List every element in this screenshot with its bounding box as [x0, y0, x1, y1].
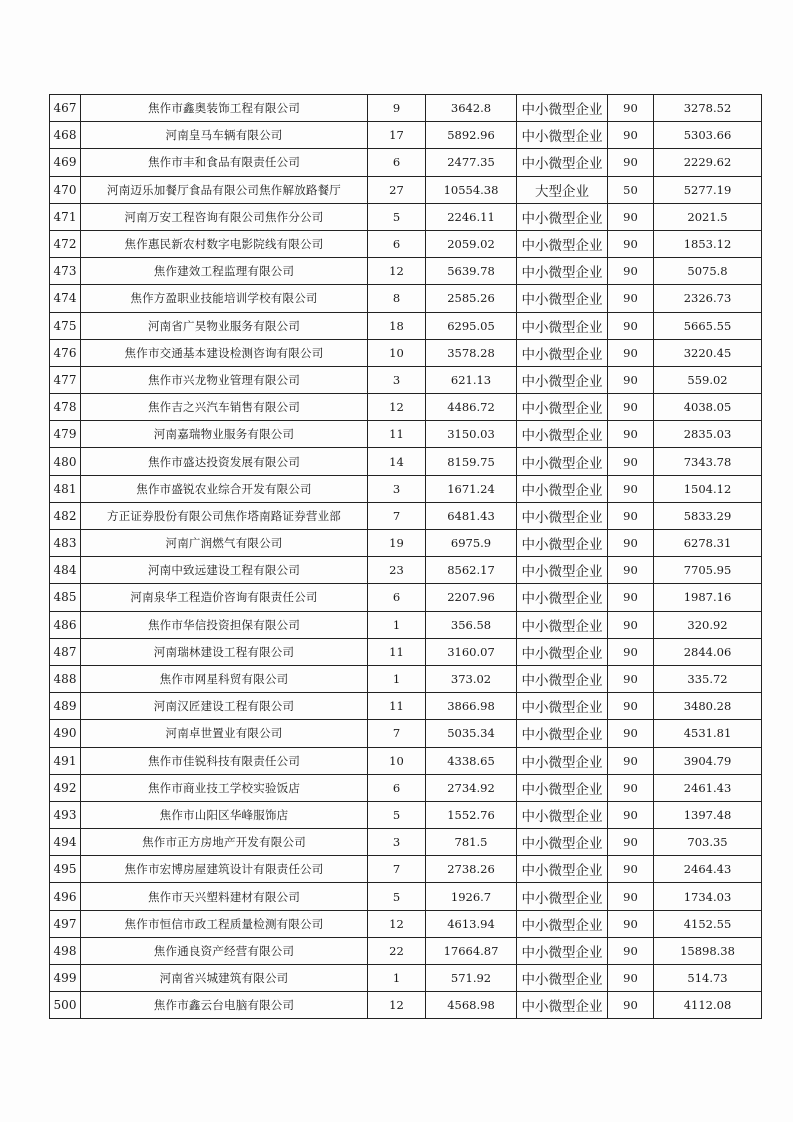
cell-employees: 22 — [368, 937, 426, 964]
cell-refund-rate: 90 — [608, 557, 654, 584]
cell-refund-rate: 90 — [608, 965, 654, 992]
company-table — [49, 94, 762, 1019]
cell-company-name: 焦作市佳锐科技有限责任公司 — [81, 747, 368, 774]
cell-company-name: 焦作市商业技工学校实验饭店 — [81, 774, 368, 801]
cell-row-number: 472 — [50, 230, 81, 257]
cell-refund-amount: 703.35 — [654, 829, 762, 856]
table-row — [50, 584, 762, 611]
cell-employees: 23 — [368, 557, 426, 584]
cell-refund-amount: 4152.55 — [654, 910, 762, 937]
cell-refund-rate: 90 — [608, 366, 654, 393]
cell-refund-rate: 90 — [608, 203, 654, 230]
cell-refund-amount: 1397.48 — [654, 801, 762, 828]
cell-contribution-amount: 4486.72 — [426, 394, 517, 421]
cell-enterprise-type: 中小微型企业 — [517, 394, 608, 421]
cell-contribution-amount: 781.5 — [426, 829, 517, 856]
table-row — [50, 638, 762, 665]
cell-enterprise-type: 中小微型企业 — [517, 801, 608, 828]
cell-company-name: 河南广润燃气有限公司 — [81, 530, 368, 557]
cell-refund-rate: 90 — [608, 475, 654, 502]
cell-row-number: 492 — [50, 774, 81, 801]
cell-company-name: 河南卓世置业有限公司 — [81, 720, 368, 747]
cell-row-number: 488 — [50, 665, 81, 692]
table-row — [50, 611, 762, 638]
cell-refund-amount: 2464.43 — [654, 856, 762, 883]
cell-refund-amount: 3220.45 — [654, 339, 762, 366]
cell-refund-rate: 90 — [608, 856, 654, 883]
cell-refund-rate: 90 — [608, 339, 654, 366]
cell-enterprise-type: 中小微型企业 — [517, 122, 608, 149]
cell-company-name: 焦作市正方房地产开发有限公司 — [81, 829, 368, 856]
cell-row-number: 486 — [50, 611, 81, 638]
cell-refund-amount: 4038.05 — [654, 394, 762, 421]
cell-enterprise-type: 中小微型企业 — [517, 829, 608, 856]
cell-company-name: 焦作市鑫奥装饰工程有限公司 — [81, 95, 368, 122]
cell-refund-rate: 50 — [608, 176, 654, 203]
cell-employees: 3 — [368, 366, 426, 393]
cell-row-number: 474 — [50, 285, 81, 312]
table-row — [50, 856, 762, 883]
cell-refund-amount: 4531.81 — [654, 720, 762, 747]
cell-employees: 1 — [368, 665, 426, 692]
cell-enterprise-type: 中小微型企业 — [517, 937, 608, 964]
cell-company-name: 焦作市丰和食品有限责任公司 — [81, 149, 368, 176]
table-row — [50, 366, 762, 393]
cell-employees: 5 — [368, 801, 426, 828]
cell-row-number: 485 — [50, 584, 81, 611]
cell-contribution-amount: 3160.07 — [426, 638, 517, 665]
cell-refund-rate: 90 — [608, 421, 654, 448]
cell-enterprise-type: 中小微型企业 — [517, 312, 608, 339]
cell-refund-rate: 90 — [608, 230, 654, 257]
cell-refund-amount: 320.92 — [654, 611, 762, 638]
cell-employees: 1 — [368, 611, 426, 638]
cell-company-name: 焦作市盛锐农业综合开发有限公司 — [81, 475, 368, 502]
table-row — [50, 829, 762, 856]
cell-employees: 1 — [368, 965, 426, 992]
cell-refund-rate: 90 — [608, 747, 654, 774]
cell-employees: 6 — [368, 230, 426, 257]
cell-company-name: 焦作市交通基本建设检测咨询有限公司 — [81, 339, 368, 366]
cell-contribution-amount: 5892.96 — [426, 122, 517, 149]
cell-refund-rate: 90 — [608, 720, 654, 747]
cell-company-name: 焦作市网星科贸有限公司 — [81, 665, 368, 692]
table-row — [50, 421, 762, 448]
table-row — [50, 720, 762, 747]
cell-contribution-amount: 3150.03 — [426, 421, 517, 448]
table-row — [50, 339, 762, 366]
cell-contribution-amount: 571.92 — [426, 965, 517, 992]
cell-employees: 3 — [368, 829, 426, 856]
table-body — [50, 95, 762, 1019]
cell-refund-amount: 5665.55 — [654, 312, 762, 339]
cell-row-number: 468 — [50, 122, 81, 149]
cell-enterprise-type: 中小微型企业 — [517, 992, 608, 1019]
table-row — [50, 557, 762, 584]
cell-refund-amount: 5277.19 — [654, 176, 762, 203]
cell-company-name: 焦作市华信投资担保有限公司 — [81, 611, 368, 638]
cell-row-number: 496 — [50, 883, 81, 910]
cell-contribution-amount: 5639.78 — [426, 258, 517, 285]
cell-contribution-amount: 2477.35 — [426, 149, 517, 176]
cell-company-name: 河南皇马车辆有限公司 — [81, 122, 368, 149]
cell-enterprise-type: 中小微型企业 — [517, 965, 608, 992]
cell-employees: 12 — [368, 910, 426, 937]
cell-contribution-amount: 8562.17 — [426, 557, 517, 584]
cell-refund-rate: 90 — [608, 448, 654, 475]
cell-refund-amount: 2229.62 — [654, 149, 762, 176]
cell-refund-rate: 90 — [608, 502, 654, 529]
cell-refund-rate: 90 — [608, 312, 654, 339]
cell-company-name: 河南泉华工程造价咨询有限责任公司 — [81, 584, 368, 611]
cell-company-name: 焦作市天兴塑料建材有限公司 — [81, 883, 368, 910]
table-row — [50, 230, 762, 257]
cell-refund-rate: 90 — [608, 394, 654, 421]
cell-enterprise-type: 中小微型企业 — [517, 883, 608, 910]
cell-company-name: 焦作通良资产经营有限公司 — [81, 937, 368, 964]
cell-company-name: 河南嘉瑞物业服务有限公司 — [81, 421, 368, 448]
cell-enterprise-type: 中小微型企业 — [517, 774, 608, 801]
table-row — [50, 883, 762, 910]
cell-enterprise-type: 中小微型企业 — [517, 638, 608, 665]
cell-row-number: 476 — [50, 339, 81, 366]
cell-row-number: 469 — [50, 149, 81, 176]
cell-refund-rate: 90 — [608, 584, 654, 611]
cell-refund-amount: 7343.78 — [654, 448, 762, 475]
cell-enterprise-type: 中小微型企业 — [517, 366, 608, 393]
cell-employees: 19 — [368, 530, 426, 557]
cell-refund-amount: 2461.43 — [654, 774, 762, 801]
cell-company-name: 焦作市鑫云台电脑有限公司 — [81, 992, 368, 1019]
cell-employees: 7 — [368, 720, 426, 747]
cell-contribution-amount: 4338.65 — [426, 747, 517, 774]
cell-enterprise-type: 中小微型企业 — [517, 203, 608, 230]
cell-refund-amount: 15898.38 — [654, 937, 762, 964]
cell-contribution-amount: 17664.87 — [426, 937, 517, 964]
cell-enterprise-type: 中小微型企业 — [517, 285, 608, 312]
cell-refund-amount: 514.73 — [654, 965, 762, 992]
cell-refund-rate: 90 — [608, 829, 654, 856]
cell-row-number: 480 — [50, 448, 81, 475]
cell-row-number: 484 — [50, 557, 81, 584]
cell-refund-amount: 2844.06 — [654, 638, 762, 665]
cell-refund-rate: 90 — [608, 122, 654, 149]
cell-refund-rate: 90 — [608, 149, 654, 176]
table-row — [50, 910, 762, 937]
cell-employees: 17 — [368, 122, 426, 149]
table-row — [50, 747, 762, 774]
cell-contribution-amount: 4568.98 — [426, 992, 517, 1019]
cell-employees: 8 — [368, 285, 426, 312]
cell-company-name: 焦作市山阳区华峰服饰店 — [81, 801, 368, 828]
cell-refund-amount: 559.02 — [654, 366, 762, 393]
cell-enterprise-type: 中小微型企业 — [517, 530, 608, 557]
cell-refund-amount: 2021.5 — [654, 203, 762, 230]
cell-row-number: 497 — [50, 910, 81, 937]
cell-row-number: 482 — [50, 502, 81, 529]
cell-employees: 12 — [368, 394, 426, 421]
cell-refund-amount: 6278.31 — [654, 530, 762, 557]
cell-refund-amount: 3278.52 — [654, 95, 762, 122]
cell-refund-amount: 5303.66 — [654, 122, 762, 149]
cell-company-name: 焦作吉之兴汽车销售有限公司 — [81, 394, 368, 421]
cell-employees: 12 — [368, 992, 426, 1019]
cell-row-number: 499 — [50, 965, 81, 992]
table-row — [50, 774, 762, 801]
cell-refund-amount: 3480.28 — [654, 693, 762, 720]
cell-employees: 10 — [368, 339, 426, 366]
cell-refund-rate: 90 — [608, 910, 654, 937]
cell-company-name: 河南汉匠建设工程有限公司 — [81, 693, 368, 720]
cell-company-name: 河南瑞林建设工程有限公司 — [81, 638, 368, 665]
cell-refund-rate: 90 — [608, 992, 654, 1019]
cell-row-number: 490 — [50, 720, 81, 747]
cell-row-number: 473 — [50, 258, 81, 285]
cell-company-name: 河南省广昊物业服务有限公司 — [81, 312, 368, 339]
cell-contribution-amount: 5035.34 — [426, 720, 517, 747]
cell-refund-rate: 90 — [608, 530, 654, 557]
cell-employees: 7 — [368, 856, 426, 883]
cell-refund-amount: 2835.03 — [654, 421, 762, 448]
cell-refund-amount: 1987.16 — [654, 584, 762, 611]
cell-row-number: 500 — [50, 992, 81, 1019]
cell-refund-amount: 5833.29 — [654, 502, 762, 529]
cell-contribution-amount: 373.02 — [426, 665, 517, 692]
cell-contribution-amount: 2059.02 — [426, 230, 517, 257]
cell-refund-rate: 90 — [608, 693, 654, 720]
cell-employees: 9 — [368, 95, 426, 122]
cell-contribution-amount: 2246.11 — [426, 203, 517, 230]
cell-enterprise-type: 中小微型企业 — [517, 448, 608, 475]
cell-row-number: 467 — [50, 95, 81, 122]
cell-refund-rate: 90 — [608, 883, 654, 910]
cell-contribution-amount: 6295.05 — [426, 312, 517, 339]
cell-row-number: 489 — [50, 693, 81, 720]
cell-enterprise-type: 中小微型企业 — [517, 747, 608, 774]
cell-enterprise-type: 中小微型企业 — [517, 557, 608, 584]
cell-row-number: 483 — [50, 530, 81, 557]
cell-row-number: 478 — [50, 394, 81, 421]
table-row — [50, 992, 762, 1019]
cell-refund-rate: 90 — [608, 611, 654, 638]
cell-refund-amount: 1504.12 — [654, 475, 762, 502]
cell-contribution-amount: 6481.43 — [426, 502, 517, 529]
cell-row-number: 477 — [50, 366, 81, 393]
cell-company-name: 焦作市盛达投资发展有限公司 — [81, 448, 368, 475]
cell-refund-rate: 90 — [608, 937, 654, 964]
cell-contribution-amount: 3866.98 — [426, 693, 517, 720]
cell-row-number: 495 — [50, 856, 81, 883]
cell-employees: 14 — [368, 448, 426, 475]
cell-row-number: 471 — [50, 203, 81, 230]
table-row — [50, 937, 762, 964]
cell-company-name: 焦作建效工程监理有限公司 — [81, 258, 368, 285]
cell-employees: 5 — [368, 203, 426, 230]
cell-row-number: 498 — [50, 937, 81, 964]
cell-refund-rate: 90 — [608, 258, 654, 285]
cell-enterprise-type: 中小微型企业 — [517, 339, 608, 366]
cell-enterprise-type: 中小微型企业 — [517, 149, 608, 176]
cell-contribution-amount: 2207.96 — [426, 584, 517, 611]
table-row — [50, 448, 762, 475]
table-row — [50, 95, 762, 122]
cell-refund-amount: 7705.95 — [654, 557, 762, 584]
cell-contribution-amount: 2585.26 — [426, 285, 517, 312]
cell-enterprise-type: 中小微型企业 — [517, 421, 608, 448]
cell-refund-amount: 5075.8 — [654, 258, 762, 285]
cell-employees: 6 — [368, 584, 426, 611]
cell-employees: 12 — [368, 258, 426, 285]
cell-enterprise-type: 中小微型企业 — [517, 502, 608, 529]
cell-employees: 11 — [368, 638, 426, 665]
cell-contribution-amount: 3642.8 — [426, 95, 517, 122]
cell-row-number: 475 — [50, 312, 81, 339]
cell-enterprise-type: 中小微型企业 — [517, 258, 608, 285]
table-row — [50, 665, 762, 692]
cell-company-name: 河南迈乐加餐厅食品有限公司焦作解放路餐厅 — [81, 176, 368, 203]
cell-refund-rate: 90 — [608, 638, 654, 665]
cell-employees: 18 — [368, 312, 426, 339]
table-row — [50, 801, 762, 828]
cell-row-number: 493 — [50, 801, 81, 828]
table-row — [50, 394, 762, 421]
cell-employees: 10 — [368, 747, 426, 774]
cell-employees: 3 — [368, 475, 426, 502]
cell-row-number: 481 — [50, 475, 81, 502]
cell-contribution-amount: 8159.75 — [426, 448, 517, 475]
table-row — [50, 176, 762, 203]
cell-employees: 11 — [368, 421, 426, 448]
table-row — [50, 258, 762, 285]
cell-company-name: 方正证券股份有限公司焦作塔南路证券营业部 — [81, 502, 368, 529]
cell-refund-amount: 4112.08 — [654, 992, 762, 1019]
cell-contribution-amount: 4613.94 — [426, 910, 517, 937]
cell-enterprise-type: 中小微型企业 — [517, 230, 608, 257]
cell-enterprise-type: 中小微型企业 — [517, 584, 608, 611]
cell-row-number: 487 — [50, 638, 81, 665]
table-row — [50, 475, 762, 502]
table-row — [50, 530, 762, 557]
cell-enterprise-type: 中小微型企业 — [517, 475, 608, 502]
cell-enterprise-type: 中小微型企业 — [517, 856, 608, 883]
cell-enterprise-type: 中小微型企业 — [517, 910, 608, 937]
cell-contribution-amount: 1671.24 — [426, 475, 517, 502]
cell-enterprise-type: 中小微型企业 — [517, 95, 608, 122]
table-row — [50, 203, 762, 230]
cell-company-name: 河南中致远建设工程有限公司 — [81, 557, 368, 584]
cell-contribution-amount: 2734.92 — [426, 774, 517, 801]
cell-refund-amount: 1853.12 — [654, 230, 762, 257]
cell-row-number: 479 — [50, 421, 81, 448]
cell-company-name: 河南万安工程咨询有限公司焦作分公司 — [81, 203, 368, 230]
cell-enterprise-type: 中小微型企业 — [517, 720, 608, 747]
cell-contribution-amount: 356.58 — [426, 611, 517, 638]
cell-contribution-amount: 3578.28 — [426, 339, 517, 366]
table-row — [50, 149, 762, 176]
cell-row-number: 470 — [50, 176, 81, 203]
cell-row-number: 494 — [50, 829, 81, 856]
cell-employees: 27 — [368, 176, 426, 203]
cell-employees: 7 — [368, 502, 426, 529]
cell-row-number: 491 — [50, 747, 81, 774]
cell-refund-amount: 1734.03 — [654, 883, 762, 910]
cell-company-name: 焦作市恒信市政工程质量检测有限公司 — [81, 910, 368, 937]
cell-refund-rate: 90 — [608, 665, 654, 692]
cell-enterprise-type: 中小微型企业 — [517, 611, 608, 638]
cell-refund-amount: 3904.79 — [654, 747, 762, 774]
cell-contribution-amount: 1926.7 — [426, 883, 517, 910]
table-row — [50, 312, 762, 339]
table-row — [50, 285, 762, 312]
cell-company-name: 焦作市宏博房屋建筑设计有限责任公司 — [81, 856, 368, 883]
cell-enterprise-type: 中小微型企业 — [517, 693, 608, 720]
cell-refund-amount: 335.72 — [654, 665, 762, 692]
cell-company-name: 焦作惠民新农村数字电影院线有限公司 — [81, 230, 368, 257]
cell-refund-rate: 90 — [608, 95, 654, 122]
cell-company-name: 河南省兴城建筑有限公司 — [81, 965, 368, 992]
cell-contribution-amount: 10554.38 — [426, 176, 517, 203]
cell-enterprise-type: 大型企业 — [517, 176, 608, 203]
cell-refund-amount: 2326.73 — [654, 285, 762, 312]
cell-employees: 11 — [368, 693, 426, 720]
cell-contribution-amount: 621.13 — [426, 366, 517, 393]
cell-employees: 6 — [368, 149, 426, 176]
cell-employees: 6 — [368, 774, 426, 801]
cell-company-name: 焦作方盈职业技能培训学校有限公司 — [81, 285, 368, 312]
cell-refund-rate: 90 — [608, 801, 654, 828]
table-row — [50, 693, 762, 720]
cell-refund-rate: 90 — [608, 774, 654, 801]
cell-refund-rate: 90 — [608, 285, 654, 312]
cell-enterprise-type: 中小微型企业 — [517, 665, 608, 692]
cell-contribution-amount: 6975.9 — [426, 530, 517, 557]
cell-company-name: 焦作市兴龙物业管理有限公司 — [81, 366, 368, 393]
cell-contribution-amount: 2738.26 — [426, 856, 517, 883]
table-row — [50, 502, 762, 529]
table-row — [50, 122, 762, 149]
cell-contribution-amount: 1552.76 — [426, 801, 517, 828]
table-row — [50, 965, 762, 992]
cell-employees: 5 — [368, 883, 426, 910]
